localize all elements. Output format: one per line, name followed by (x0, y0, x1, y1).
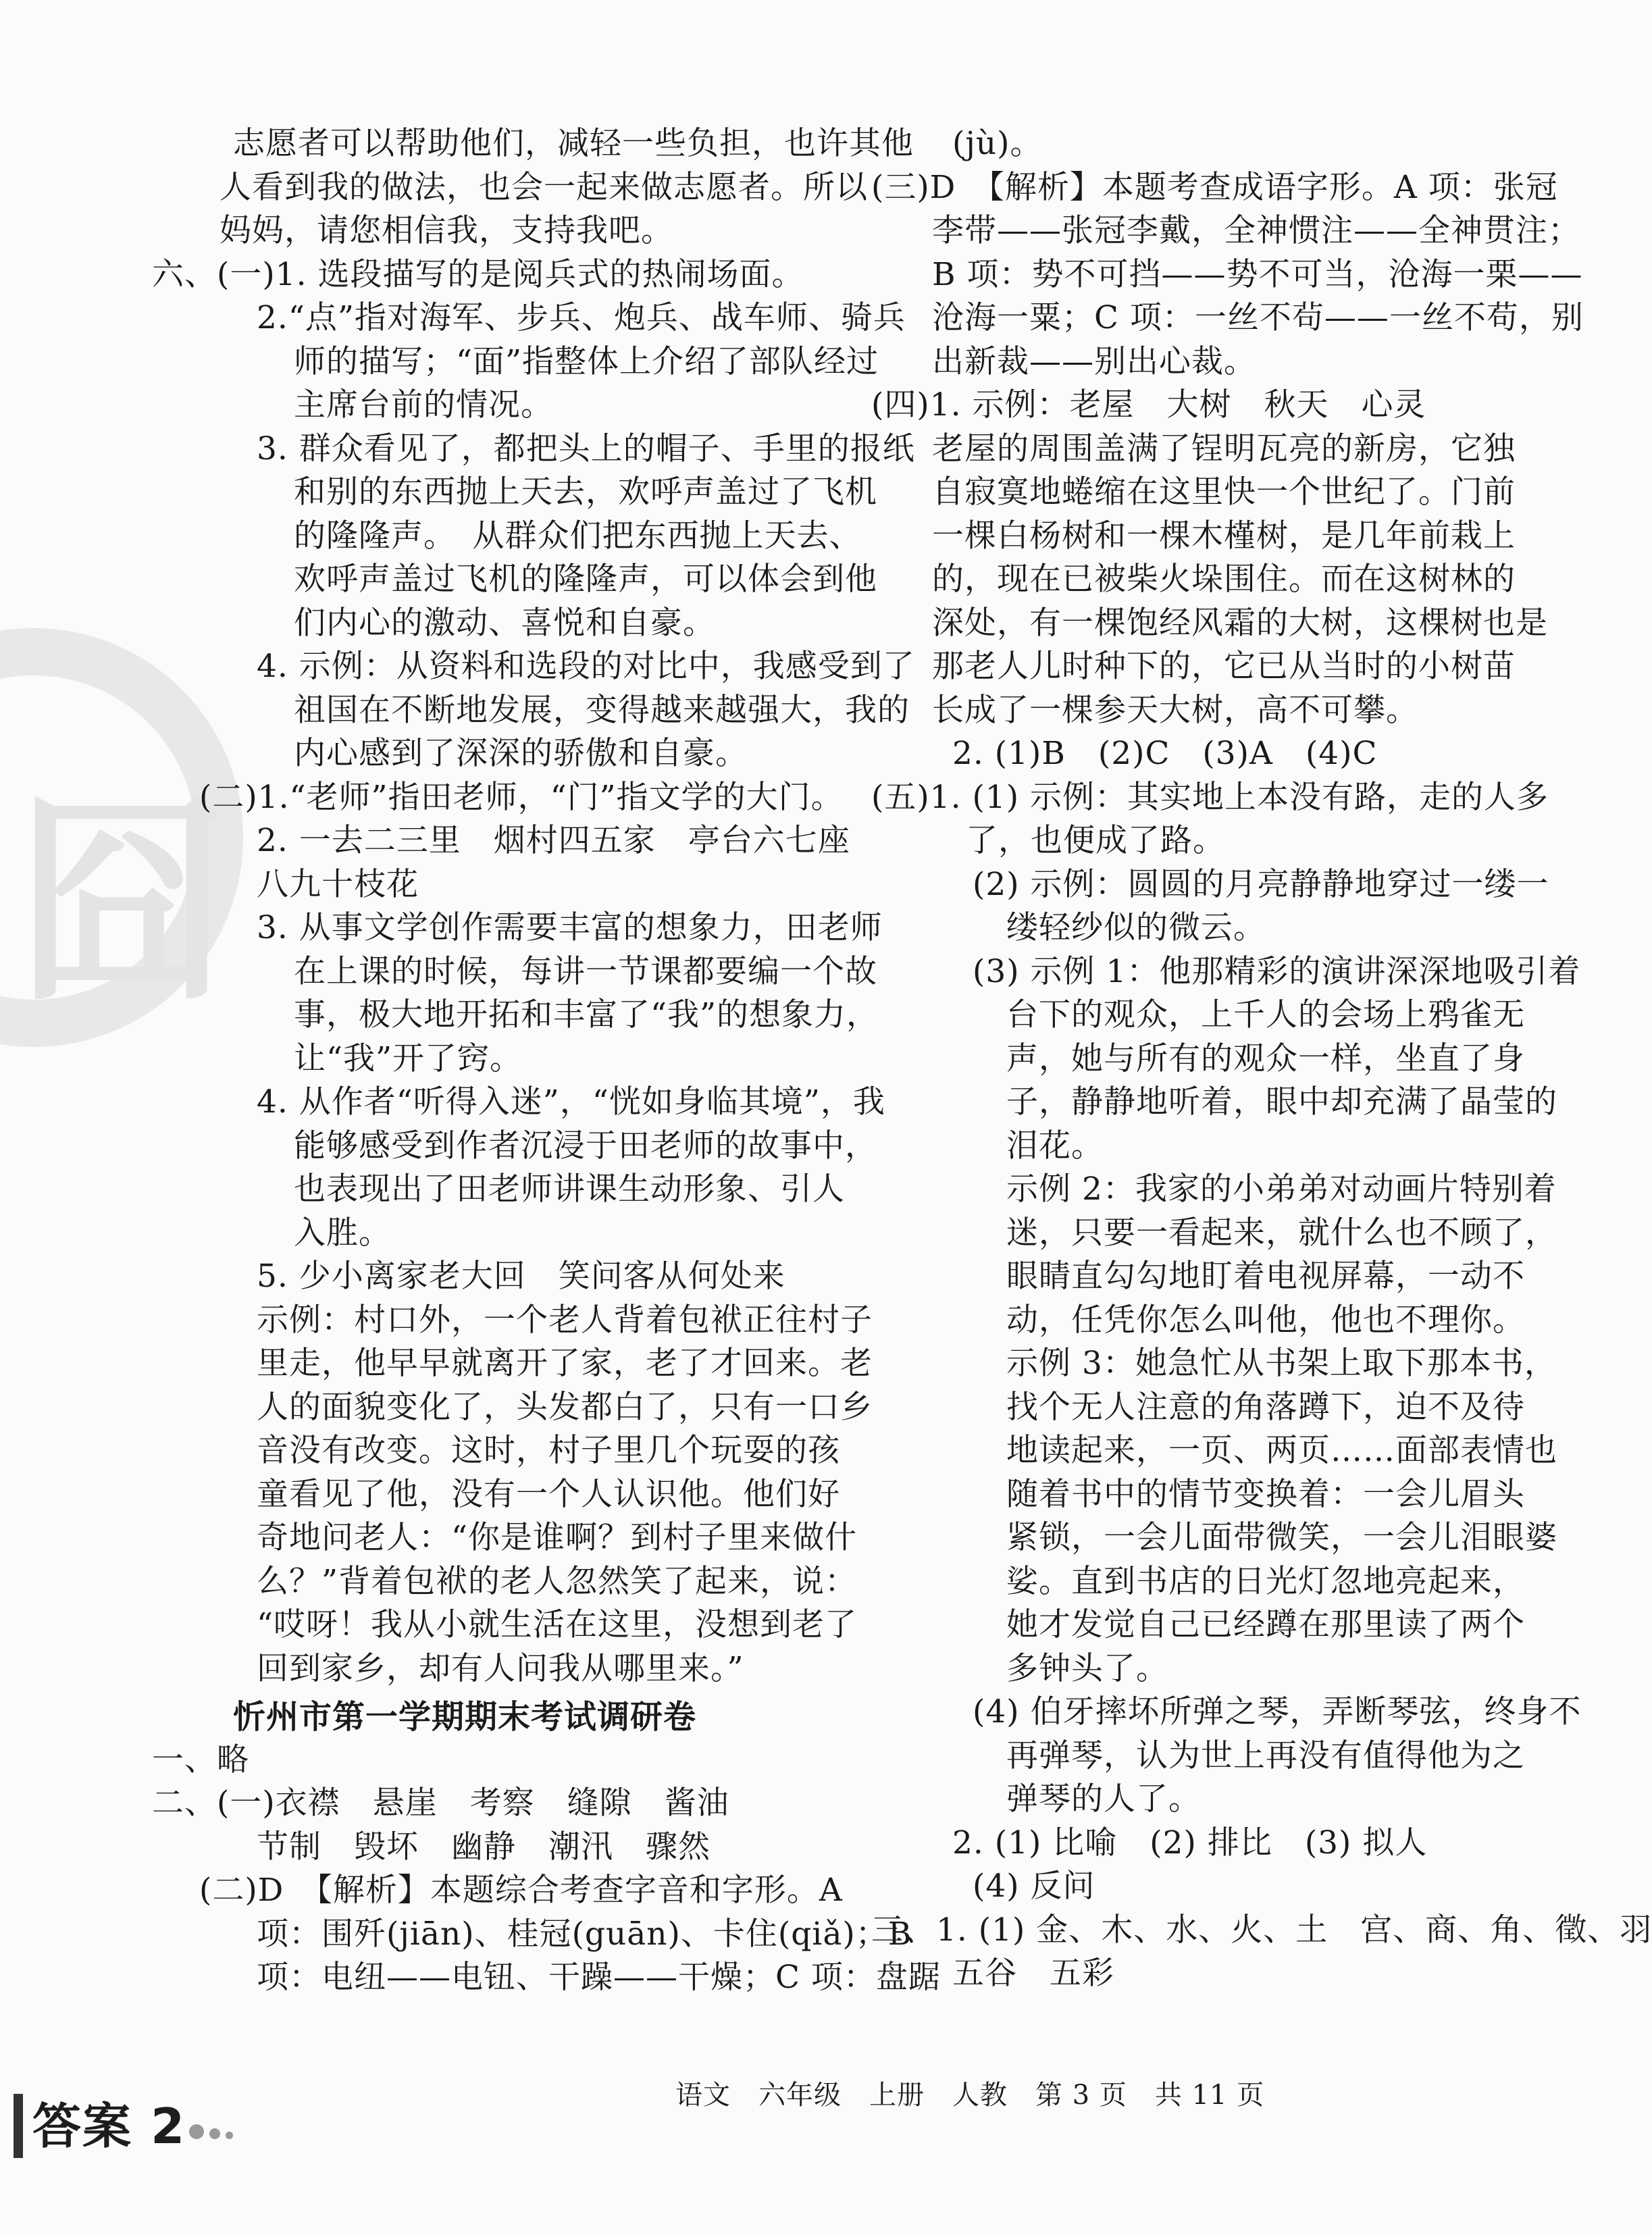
right-column-line: 娑。直到书店的日光灯忽地亮起来， (1006, 1562, 1525, 1600)
left-column-line: 的隆隆声。 从群众们把东西抛上天去、 (294, 517, 862, 555)
left-column-line: 六、(一)1. 选段描写的是阅兵式的热闹场面。 (152, 255, 804, 293)
left-column-line: 人看到我的做法，也会一起来做志愿者。所以 (220, 168, 868, 206)
right-column-line: 眼睛直勾勾地盯着电视屏幕，一动不 (1006, 1258, 1525, 1295)
right-column-line: 一棵白杨树和一棵木槿树，是几年前栽上 (932, 517, 1516, 555)
right-column-line: 的，现在已被柴火垛围住。而在这树林的 (932, 561, 1516, 598)
left-column-line: 示例：村口外，一个老人背着包袱正往村子 (257, 1301, 873, 1339)
right-column-line: 自寂寞地蜷缩在这里快一个世纪了。门前 (932, 473, 1516, 511)
right-column-line: 长成了一棵参天大树，高不可攀。 (932, 691, 1418, 729)
left-column-line: 能够感受到作者沉浸于田老师的故事中， (294, 1127, 877, 1164)
left-column-line: 3. 从事文学创作需要丰富的想象力，田老师 (257, 909, 883, 946)
right-column-line: (4) 反问 (973, 1868, 1095, 1905)
right-column-line: 她才发觉自己已经蹲在那里读了两个 (1006, 1606, 1525, 1643)
decorative-dots (189, 2124, 238, 2142)
right-column-line: 那老人儿时种下的，它已从当时的小树苗 (932, 648, 1516, 685)
left-column-line: 志愿者可以帮助他们，减轻一些负担，也许其他 (233, 125, 914, 162)
right-column-line: 了，也便成了路。 (966, 822, 1225, 859)
left-column-line: 节制 毁坏 幽静 潮汛 骤然 (257, 1828, 711, 1866)
left-column-line: 一、略 (152, 1741, 249, 1778)
left-column-line: 4. 从作者“听得入迷”，“恍如身临其境”，我 (257, 1083, 885, 1121)
right-column-line: B 项：势不可挡——势不可当，沧海一栗—— (932, 255, 1583, 293)
left-column-line: 让“我”开了窍。 (294, 1039, 523, 1077)
left-column-line: 音没有改变。这时，村子里几个玩耍的孩 (257, 1432, 840, 1469)
footer-bar (14, 2094, 23, 2158)
left-column-line: 2. 一去二三里 烟村四五家 亭台六七座 (257, 822, 850, 859)
right-column-line: 子，静静地听着，眼中却充满了晶莹的 (1006, 1083, 1557, 1121)
left-column-line: 主席台前的情况。 (294, 386, 553, 423)
right-column-line: 台下的观众，上千人的会场上鸦雀无 (1006, 996, 1525, 1033)
left-column-line: 祖国在不断地发展，变得越来越强大，我的 (294, 691, 910, 729)
right-column-line: 再弹琴，认为世上再没有值得他为之 (1006, 1737, 1525, 1774)
left-column-line: 人的面貌变化了，头发都白了，只有一口乡 (257, 1388, 873, 1426)
right-column-line: (4) 伯牙摔坏所弹之琴，弄断琴弦，终身不 (973, 1693, 1582, 1730)
left-column-line: 2.“点”指对海军、步兵、炮兵、战车师、骑兵 (257, 299, 906, 336)
left-column-line: “哎呀！我从小就生活在这里，没想到老了 (257, 1606, 858, 1643)
page-info: 语文 六年级 上册 人教 第 3 页 共 11 页 (675, 2080, 1265, 2111)
answer-badge: 答案 2 (32, 2098, 186, 2155)
left-column-line: 师的描写；“面”指整体上介绍了部队经过 (294, 342, 879, 380)
right-column-line: 示例 2：我家的小弟弟对动画片特别着 (1006, 1171, 1557, 1208)
left-column-line: 童看见了他，没有一个人认识他。他们好 (257, 1475, 840, 1513)
right-column-line: 2. (1) 比喻 (2) 排比 (3) 拟人 (952, 1824, 1428, 1861)
left-column-line: 事，极大地开拓和丰富了“我”的想象力， (294, 996, 879, 1033)
right-column-line: 李带——张冠李戴，全神惯注——全神贯注； (932, 212, 1580, 249)
left-column-line: 项：电纽——电钮、干躁——干燥；C 项：盘踞 (257, 1959, 941, 1996)
left-column-line: 和别的东西抛上天去，欢呼声盖过了飞机 (294, 473, 877, 511)
left-column-line: (二)D 【解析】本题综合考查字音和字形。A (199, 1872, 843, 1909)
right-column-line: 沧海一粟；C 项：一丝不茍——一丝不苟，别 (932, 299, 1584, 336)
right-column-line: 深处，有一棵饱经风霜的大树，这棵树也是 (932, 604, 1548, 642)
left-column-line: 二、(一)衣襟 悬崖 考察 缝隙 酱油 (152, 1784, 729, 1822)
right-column-line: (3) 示例 1：他那精彩的演讲深深地吸引着 (973, 952, 1581, 990)
left-column-line: 5. 少小离家老大回 笑问客从何处来 (257, 1258, 785, 1295)
right-column-line: (五)1. (1) 示例：其实地上本没有路，走的人多 (871, 778, 1549, 816)
left-column-line: 里走，他早早就离开了家，老了才回来。老 (257, 1345, 873, 1382)
right-column-line: 迷，只要一看起来，就什么也不顾了， (1006, 1214, 1557, 1252)
right-column-line: 找个无人注意的角落蹲下，迫不及待 (1006, 1388, 1525, 1426)
right-column-line: 三、1. (1) 金、木、水、火、土 宫、商、角、徵、羽 (871, 1911, 1652, 1949)
right-column-line: 五谷 五彩 (952, 1955, 1114, 1992)
right-column-line: 示例 3：她急忙从书架上取下那本书， (1006, 1345, 1557, 1382)
right-column-line: 地读起来，一页、两页……面部表情也 (1006, 1432, 1557, 1469)
right-column-line: 随着书中的情节变换着：一会儿眉头 (1006, 1475, 1525, 1513)
right-column-line: (三)D 【解析】本题考查成语字形。A 项：张冠 (871, 168, 1558, 206)
right-column-line: (2) 示例：圆圆的月亮静静地穿过一缕一 (973, 865, 1549, 903)
right-column-line: 紧锁，一会儿面带微笑，一会儿泪眼婆 (1006, 1519, 1557, 1556)
left-column-line: 欢呼声盖过飞机的隆隆声，可以体会到他 (294, 561, 877, 598)
left-column-line: 八九十枝花 (257, 865, 419, 903)
right-column-line: 弹琴的人了。 (1006, 1780, 1201, 1818)
right-column-line: 出新裁——别出心裁。 (932, 342, 1256, 380)
page-footer (0, 2060, 1516, 2161)
right-column-line: 缕轻纱似的微云。 (1006, 909, 1266, 946)
left-column-line: 奇地问老人：“你是谁啊？到村子里来做什 (257, 1519, 858, 1556)
left-column-line: 们内心的激动、喜悦和自豪。 (294, 604, 715, 642)
right-column-line: 2. (1)B (2)C (3)A (4)C (952, 735, 1378, 772)
right-column-line: 老屋的周围盖满了锃明瓦亮的新房，它独 (932, 430, 1516, 467)
left-column-line: (二)1.“老师”指田老师，“门”指文学的大门。 (199, 778, 844, 816)
watermark-seal: 囧 (0, 628, 243, 1047)
left-column-line: 4. 示例：从资料和选段的对比中，我感受到了 (257, 648, 915, 685)
right-column-line: 多钟头了。 (1006, 1649, 1168, 1687)
left-column-line: 3. 群众看见了，都把头上的帽子、手里的报纸 (257, 430, 915, 467)
left-column-line: 项：围歼(jiān)、桂冠(guān)、卡住(qiǎ)；B (257, 1915, 912, 1953)
left-column-line: 也表现出了田老师讲课生动形象、引人 (294, 1171, 845, 1208)
left-column-line: 回到家乡，却有人问我从哪里来。” (257, 1649, 744, 1687)
left-column-line: 么？”背着包袱的老人忽然笑了起来，说： (257, 1562, 858, 1600)
right-column-line: (四)1. 示例：老屋 大树 秋天 心灵 (871, 386, 1426, 423)
left-column-line: 入胜。 (294, 1214, 391, 1252)
left-column-line: 内心感到了深深的骄傲和自豪。 (294, 735, 748, 772)
right-column-line: (jù)。 (952, 125, 1043, 162)
section-heading: 忻州市第一学期期末考试调研卷 (233, 1698, 697, 1736)
left-column-line: 在上课的时候，每讲一节课都要编一个故 (294, 952, 877, 990)
left-column-line: 妈妈，请您相信我，支持我吧。 (220, 212, 673, 249)
right-column-line: 动，任凭你怎么叫他，他也不理你。 (1006, 1301, 1525, 1339)
right-column-line: 声，她与所有的观众一样，坐直了身 (1006, 1039, 1525, 1077)
right-column-line: 泪花。 (1006, 1127, 1104, 1164)
